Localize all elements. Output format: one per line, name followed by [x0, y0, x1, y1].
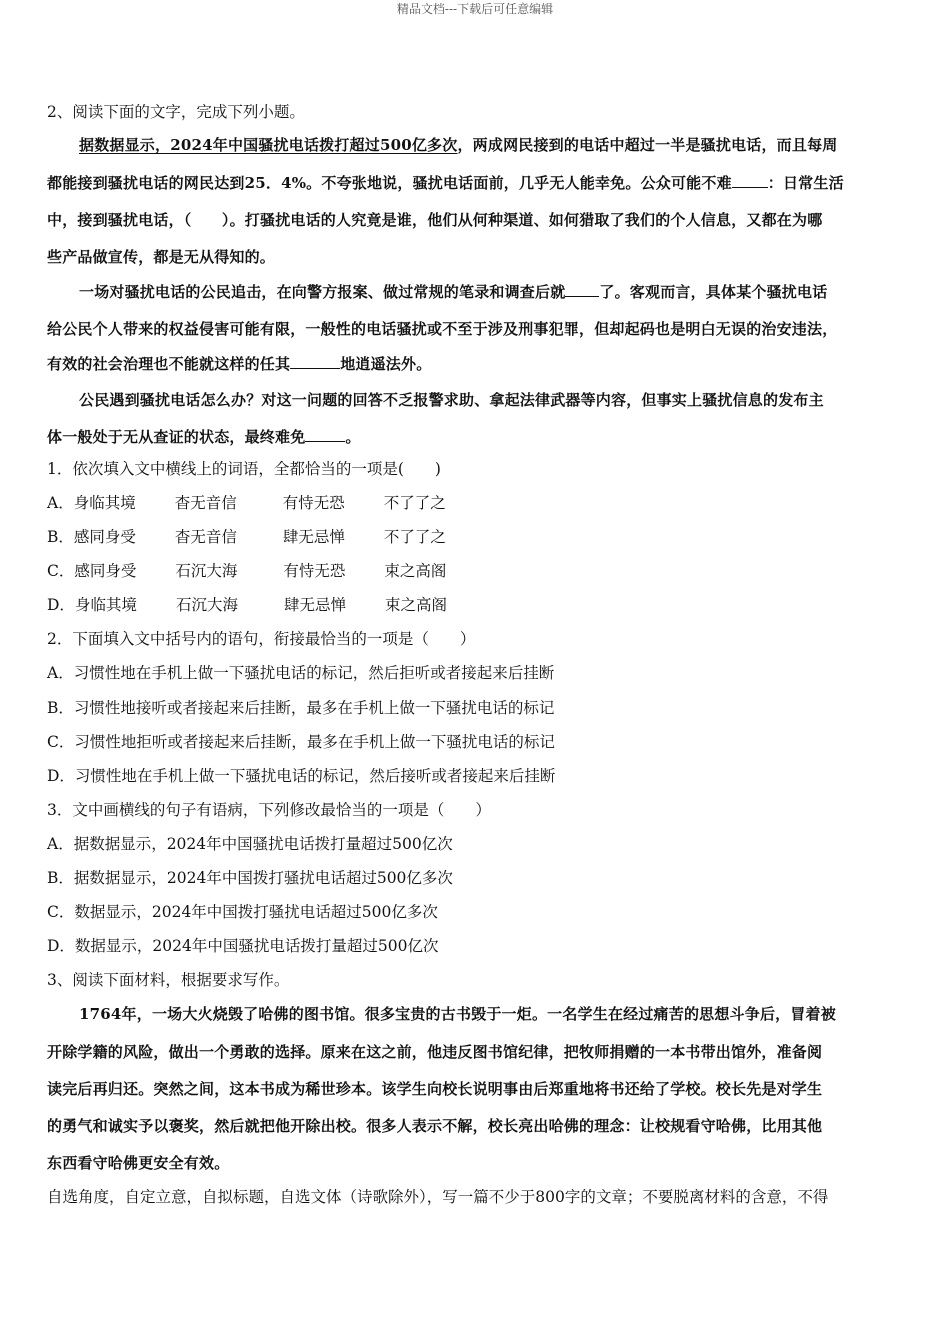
passage-line: 都能接到骚扰电话的网民达到25．4%。不夸张地说，骚扰电话面前，几乎无人能幸免。公众可能不难 ：日常生活: [47, 174, 844, 192]
fill-blank: [565, 282, 599, 297]
page-header: 精品文档---下载后可任意编辑: [396, 2, 554, 16]
passage-line: 中，接到骚扰电话，（ ）。打骚扰电话的人究竟是谁，他们从何种渠道、如何猎取了我们的个人信息，又都在为哪: [47, 211, 823, 229]
writing-requirement: 自选角度，自定立意，自拟标题，自选文体（诗歌除外），写一篇不少于800字的文章；不要脱离材料的含意，不得: [47, 1188, 829, 1206]
option-a: A．据数据显示，2024年中国骚扰电话拨打量超过500亿次: [47, 835, 453, 853]
fill-blank: [305, 427, 345, 442]
underlined-sentence: 据数据显示，2024年中国骚扰电话拨打超过500亿多次: [79, 136, 458, 154]
fill-blank: [732, 173, 768, 188]
question-2-stem: 2．下面填入文中括号内的语句，衔接最恰当的一项是（ ）: [47, 630, 476, 648]
material-line: 开除学籍的风险，做出一个勇敢的选择。原来在这之前，他违反图书馆纪律，把牧师捐赠的一本书带出馆外，准备阅: [47, 1043, 823, 1061]
material-line: 读完后再归还。突然之间，这本书成为稀世珍本。该学生向校长说明事由后郑重地将书还给了学校。校长先是对学生: [47, 1080, 823, 1098]
question-1-stem: 1．依次填入文中横线上的词语，全都恰当的一项是( ): [47, 460, 441, 478]
option-a: A．习惯性地在手机上做一下骚扰电话的标记，然后拒听或者接起来后挂断: [47, 664, 555, 682]
material-line: 的勇气和诚实予以褒奖，然后就把他开除出校。很多人表示不解，校长亮出哈佛的理念：让校规看守哈佛，比用其他: [47, 1117, 823, 1135]
fill-blank: [290, 354, 340, 369]
option-d: D．数据显示，2024年中国骚扰电话拨打量超过500亿次: [47, 937, 439, 955]
passage-line: 些产品做宣传，都是无从得知的。: [47, 248, 276, 266]
material-line: 1764年，一场大火烧毁了哈佛的图书馆。很多宝贵的古书毁于一炬。一名学生在经过痛苦的思想斗争后，冒着被: [79, 1005, 836, 1023]
question-3-stem: 3．文中画横线的句子有语病，下列修改最恰当的一项是（ ）: [47, 801, 491, 819]
option-d: D．身临其境 石沉大海 肆无忌惮 束之高阁: [47, 596, 447, 614]
option-c: C．习惯性地拒听或者接起来后挂断，最多在手机上做一下骚扰电话的标记: [47, 733, 555, 751]
option-c: C．感同身受 石沉大海 有恃无恐 束之高阁: [47, 562, 447, 580]
option-b: B．感同身受 杳无音信 肆无忌惮 不了了之: [47, 528, 446, 546]
material-line: 东西看守哈佛更安全有效。: [47, 1154, 230, 1172]
option-b: B．习惯性地接听或者接起来后挂断，最多在手机上做一下骚扰电话的标记: [47, 699, 555, 717]
passage-line: 据数据显示，2024年中国骚扰电话拨打超过500亿多次，两成网民接到的电话中超过一半是骚扰电话，而且每周: [79, 136, 838, 154]
option-b: B．据数据显示，2024年中国拨打骚扰电话超过500亿多次: [47, 869, 453, 887]
passage-line: 公民遇到骚扰电话怎么办？对这一问题的回答不乏报警求助、拿起法律武器等内容，但事实上骚扰信息的发布主: [79, 391, 824, 409]
section-3-title: 3、阅读下面材料，根据要求写作。: [47, 971, 290, 989]
passage-line: 有效的社会治理也不能就这样的任其 地逍遥法外。: [47, 355, 432, 373]
passage-line: 体一般处于无从查证的状态，最终难免 。: [47, 428, 361, 446]
passage-line: 一场对骚扰电话的公民追击，在向警方报案、做过常规的笔录和调查后就 了。客观而言，具体某个骚扰电话: [79, 283, 828, 301]
option-a: A．身临其境 杳无音信 有恃无恐 不了了之: [47, 494, 446, 512]
option-c: C．数据显示，2024年中国拨打骚扰电话超过500亿多次: [47, 903, 438, 921]
option-d: D．习惯性地在手机上做一下骚扰电话的标记，然后接听或者接起来后挂断: [47, 767, 556, 785]
passage-line: 给公民个人带来的权益侵害可能有限，一般性的电话骚扰或不至于涉及刑事犯罪，但却起码也是明白无误的治安违法，: [47, 320, 838, 338]
section-2-title: 2、阅读下面的文字，完成下列小题。: [47, 103, 305, 121]
